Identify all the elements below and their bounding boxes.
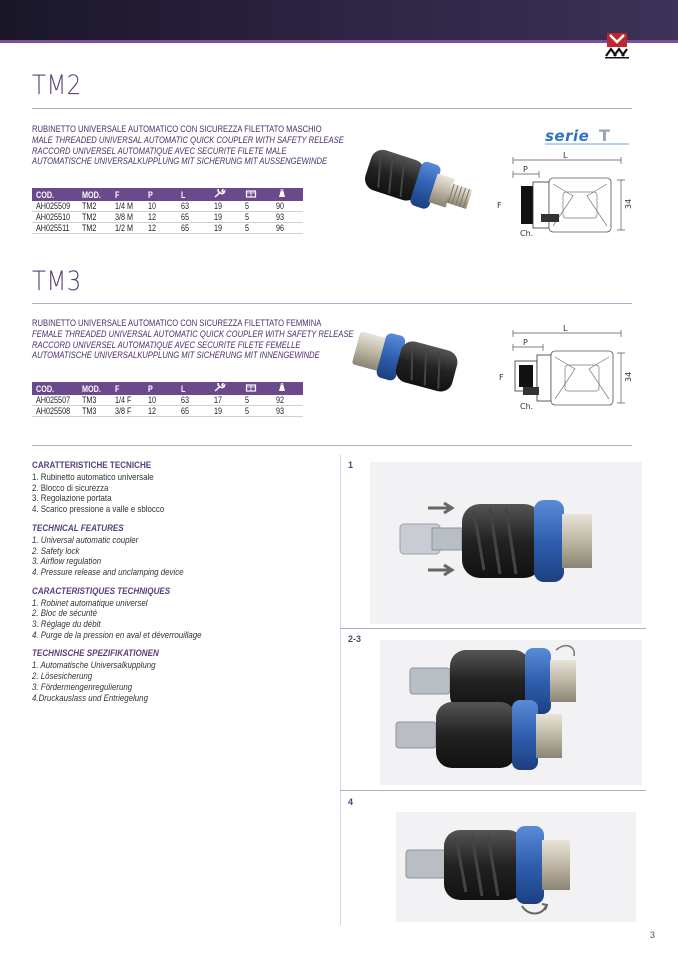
col-f-label: F — [115, 189, 120, 200]
tm2-description — [32, 124, 344, 167]
box-icon — [245, 383, 257, 392]
table-cell — [241, 406, 272, 417]
header-bar — [0, 0, 678, 42]
list-item: 4. Scarico pressione a valle e sblocco — [32, 504, 165, 515]
dim-f-label: F — [499, 373, 504, 382]
serie-t-logo — [543, 124, 631, 146]
cell-text: AH025510 — [36, 212, 71, 222]
panel-2-3-image — [380, 640, 642, 785]
list-item: 1. Automatische Universalkupplung — [32, 660, 156, 671]
svg-text:serie: serie — [545, 127, 590, 145]
tm3-desc-en: FEMALE THREADED UNIVERSAL AUTOMATIC QUICK COUPLER WITH SAFETY RELEASE — [32, 328, 354, 339]
tm2-rule — [32, 108, 632, 109]
weight-icon — [276, 189, 288, 198]
cell-text: 3/8 F — [115, 406, 132, 416]
tm3-title: TM3 — [32, 266, 82, 297]
col-l-label: L — [181, 189, 186, 200]
list-item: 1. Robinet automatique universel — [32, 597, 148, 608]
cell-text: 19 — [214, 212, 223, 222]
table-cell — [272, 212, 303, 223]
list-item: 3. Regolazione portata — [32, 493, 112, 504]
col-wrench — [210, 188, 241, 201]
table-cell — [272, 201, 303, 212]
panel-1-image — [370, 462, 642, 624]
technical-features — [32, 460, 322, 711]
cell-text: 93 — [276, 212, 285, 222]
col-cod-label: COD. — [36, 383, 55, 394]
tm3-desc-it: RUBINETTO UNIVERSALE AUTOMATICO CON SICUREZZA FILETTATO FEMMINA — [32, 318, 322, 328]
col-f — [111, 382, 144, 395]
table-cell — [272, 223, 303, 234]
features-en — [32, 523, 322, 578]
table-cell — [32, 212, 78, 223]
cell-text: 12 — [148, 223, 157, 233]
tm2-product-image — [355, 145, 485, 225]
col-weight — [272, 382, 303, 395]
cell-text: 10 — [148, 201, 157, 211]
tm2-desc-it: RUBINETTO UNIVERSALE AUTOMATICO CON SICUREZZA FILETTATO MASCHIO — [32, 124, 322, 134]
dim-f-label: F — [497, 201, 502, 210]
col-weight — [272, 188, 303, 201]
table-cell — [241, 223, 272, 234]
cell-text: 5 — [245, 395, 250, 405]
col-mod — [78, 382, 111, 395]
col-mod — [78, 188, 111, 201]
table-cell — [78, 212, 111, 223]
features-fr-title: CARACTERISTIQUES TECHNIQUES — [32, 585, 171, 597]
features-de-title: TECHNISCHE SPEZIFIKATIONEN — [32, 648, 159, 660]
cell-text: AH025507 — [36, 395, 71, 405]
cell-text: TM2 — [82, 201, 97, 211]
col-cod — [32, 188, 78, 201]
col-l-label: L — [181, 383, 186, 394]
list-item: 4.Druckauslass und Entriegelung — [32, 692, 148, 703]
cell-text: 5 — [245, 223, 250, 233]
cell-text: 92 — [276, 395, 285, 405]
wrench-icon — [214, 383, 226, 392]
panel-rule — [340, 628, 646, 629]
panel-rule — [340, 790, 646, 791]
table-cell — [32, 223, 78, 234]
dim-l-label: L — [563, 324, 568, 333]
table-cell — [78, 406, 111, 417]
panel-1-label: 1 — [348, 460, 354, 470]
table-row — [32, 201, 303, 212]
tm3-product-image — [350, 325, 475, 400]
cell-text: 90 — [276, 201, 285, 211]
cell-text: 93 — [276, 406, 285, 416]
features-it-title: CARATTERISTICHE TECNICHE — [32, 460, 152, 471]
table-cell — [210, 212, 241, 223]
col-l — [177, 188, 210, 201]
table-cell — [177, 212, 210, 223]
table-cell — [144, 395, 177, 406]
cell-text: 65 — [181, 223, 190, 233]
col-wrench — [210, 382, 241, 395]
table-cell — [111, 212, 144, 223]
panels-divider — [340, 455, 341, 925]
tm3-table-body — [32, 395, 303, 417]
col-p — [144, 382, 177, 395]
table-cell — [78, 223, 111, 234]
col-p-label: P — [148, 189, 153, 200]
table-cell — [177, 201, 210, 212]
cell-text: 12 — [148, 406, 157, 416]
cell-text: 12 — [148, 212, 157, 222]
features-de — [32, 648, 322, 703]
cell-text: AH025508 — [36, 406, 71, 416]
table-cell — [78, 201, 111, 212]
cell-text: AH025511 — [36, 223, 70, 233]
tm2-desc-de: AUTOMATISCHE UNIVERSALKUPPLUNG MIT SICHERUNG MIT AUSSENGEWINDE — [32, 156, 328, 167]
cell-text: 65 — [181, 406, 190, 416]
cell-text: 5 — [245, 212, 250, 222]
cell-text: 19 — [214, 201, 223, 211]
svg-text:T: T — [599, 126, 610, 145]
col-cod — [32, 382, 78, 395]
col-f-label: F — [115, 383, 120, 394]
col-l — [177, 382, 210, 395]
cell-text: TM3 — [82, 395, 97, 405]
col-cod-label: COD. — [36, 189, 55, 200]
features-en-title: TECHNICAL FEATURES — [32, 522, 124, 534]
table-cell — [144, 212, 177, 223]
dim-ch-label: Ch. — [520, 402, 534, 411]
table-cell — [210, 223, 241, 234]
cell-text: 1/4 M — [115, 201, 134, 211]
table-cell — [272, 395, 303, 406]
col-mod-label: MOD. — [82, 383, 101, 394]
cell-text: 5 — [245, 201, 250, 211]
table-cell — [210, 395, 241, 406]
cell-text: 1/2 M — [115, 223, 134, 233]
table-cell — [272, 406, 303, 417]
dim-p-label: P — [523, 165, 528, 174]
box-icon — [245, 189, 257, 198]
table-header-row — [32, 382, 303, 395]
list-item: 2. Blocco di sicurezza — [32, 482, 109, 493]
table-cell — [32, 395, 78, 406]
table-cell — [210, 406, 241, 417]
table-cell — [111, 223, 144, 234]
col-box — [241, 188, 272, 201]
list-item: 1. Rubinetto automatico universale — [32, 472, 154, 482]
cell-text: 5 — [245, 406, 250, 416]
tm2-technical-drawing — [493, 150, 633, 240]
tm3-technical-drawing — [493, 323, 633, 413]
cell-text: TM2 — [82, 223, 97, 233]
dim-l-label: L — [563, 151, 568, 160]
wrench-icon — [214, 189, 226, 198]
dim-dia-label: 34 — [624, 198, 633, 209]
tm2-desc-fr: RACCORD UNIVERSEL AUTOMATIQUE AVEC SECURITE FILETE MALE — [32, 145, 287, 156]
list-item: 2. Lösesicherung — [32, 671, 93, 682]
tm3-rule — [32, 303, 632, 304]
cell-text: 19 — [214, 223, 223, 233]
table-cell — [111, 406, 144, 417]
col-f — [111, 188, 144, 201]
list-item: 1. Universal automatic coupler — [32, 534, 139, 545]
col-mod-label: MOD. — [82, 189, 101, 200]
table-row — [32, 212, 303, 223]
cell-text: TM3 — [82, 406, 97, 416]
table-cell — [241, 212, 272, 223]
list-item: 4. Pressure release and unclamping device — [32, 566, 184, 577]
cell-text: 10 — [148, 395, 157, 405]
list-item: 3. Airflow regulation — [32, 556, 102, 567]
tm2-spec-table — [32, 188, 303, 234]
tm3-desc-de: AUTOMATISCHE UNIVERSALKUPPLUNG MIT SICHERUNG MIT INNENGEWINDE — [32, 350, 320, 361]
features-it — [32, 460, 322, 515]
cell-text: AH025509 — [36, 201, 71, 211]
cell-text: 17 — [214, 395, 223, 405]
cell-text: TM2 — [82, 212, 97, 222]
table-row — [32, 395, 303, 406]
table-cell — [177, 395, 210, 406]
table-row — [32, 223, 303, 234]
cell-text: 96 — [276, 223, 285, 233]
cell-text: 63 — [181, 395, 190, 405]
table-cell — [177, 406, 210, 417]
tm3-desc-fr: RACCORD UNIVERSEL AUTOMATIQUE AVEC SECURITE FILETE FEMELLE — [32, 339, 301, 350]
table-cell — [111, 201, 144, 212]
panel-4-label: 4 — [348, 797, 354, 807]
table-cell — [241, 395, 272, 406]
list-item: 3. Réglage du débit — [32, 619, 101, 630]
cell-text: 1/4 F — [115, 395, 132, 405]
list-item: 2. Bloc de sécurité — [32, 608, 98, 619]
header-accent-line — [0, 40, 678, 43]
dim-ch-label: Ch. — [520, 229, 534, 238]
cell-text: 19 — [214, 406, 223, 416]
table-row — [32, 406, 303, 417]
page-number: 3 — [650, 930, 656, 940]
panel-2-3-label: 2-3 — [348, 634, 362, 644]
col-p-label: P — [148, 383, 153, 394]
features-fr — [32, 586, 322, 641]
tm2-title: TM2 — [32, 70, 82, 101]
tm2-desc-en: MALE THREADED UNIVERSAL AUTOMATIC QUICK COUPLER WITH SAFETY RELEASE — [32, 134, 344, 145]
list-item: 2. Safety lock — [32, 545, 80, 556]
tm3-spec-table — [32, 382, 303, 417]
tm3-description — [32, 318, 354, 361]
dim-p-label: P — [523, 338, 528, 347]
table-cell — [177, 223, 210, 234]
features-rule — [32, 445, 632, 446]
cell-text: 65 — [181, 212, 190, 222]
list-item: 4. Purge de la pression en aval et déverrouillage — [32, 629, 202, 640]
list-item: 3. Fördermengenregulierung — [32, 681, 133, 692]
table-cell — [144, 201, 177, 212]
table-cell — [32, 201, 78, 212]
col-p — [144, 188, 177, 201]
table-cell — [32, 406, 78, 417]
col-box — [241, 382, 272, 395]
table-cell — [144, 406, 177, 417]
table-cell — [78, 395, 111, 406]
tm2-table-body — [32, 201, 303, 234]
brand-logo-icon — [602, 30, 632, 60]
table-header-row — [32, 188, 303, 201]
cell-text: 63 — [181, 201, 190, 211]
table-cell — [111, 395, 144, 406]
weight-icon — [276, 383, 288, 392]
table-cell — [241, 201, 272, 212]
panel-4-image — [396, 812, 636, 922]
table-cell — [144, 223, 177, 234]
dim-dia-label: 34 — [624, 371, 633, 382]
table-cell — [210, 201, 241, 212]
cell-text: 3/8 M — [115, 212, 134, 222]
